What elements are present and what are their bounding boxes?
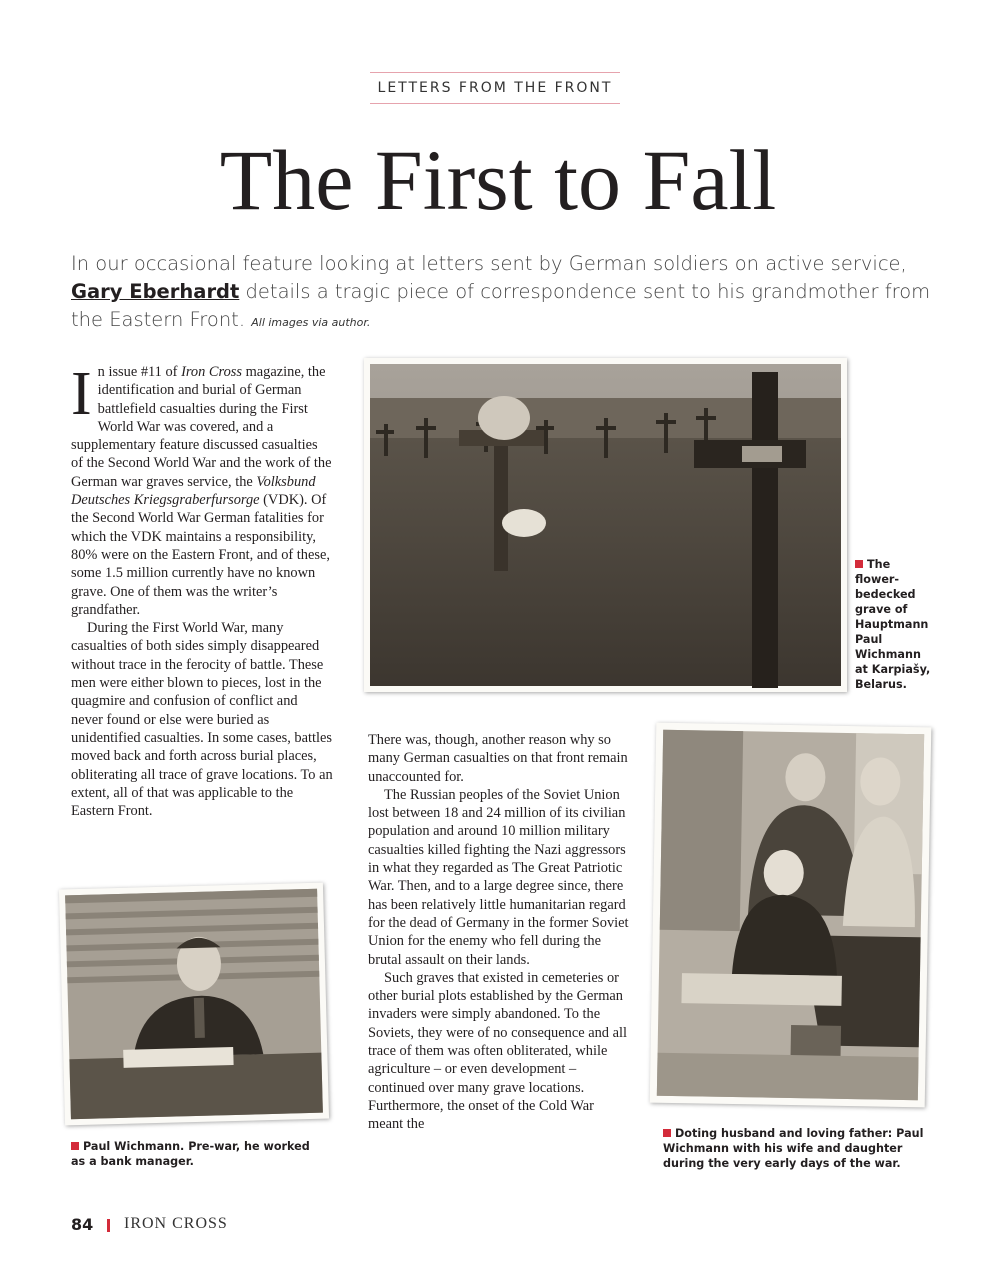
portrait-photo [59,883,329,1126]
grave-photo-image [364,358,847,692]
family-caption [663,1126,928,1171]
organisation-name: Volksbund Deutsches Kriegsgraberfursorge [71,473,316,509]
paragraph-4: The Russian peoples of the Soviet Union lost between 18 and 24 million of its civilian population and around 10 million military casualties killed fighting the Nazi aggressors in what they regarded as The Great Patriotic War. Then, and to a large degree since, there has been relatively little humanitarian regard for the dead of Germany in the former Soviet Union for the enemy who fell during the brutal assault on their lands. [368,786,629,968]
article-column-2 [368,731,632,1134]
footer-divider [107,1219,110,1232]
page-number: 84 [71,1215,94,1234]
drop-cap: I [71,360,92,428]
p1-text-a: n issue #11 of [97,364,182,380]
paragraph-5: Such graves that existed in cemeteries or other burial plots established by the German invaders were simply abandoned. To the Soviets, they were of no consequence and all trace of them was often obliterated, while agriculture – or even development – continued over many grave locations. Furthermore, the onset of the Cold War meant the [368,969,627,1133]
family-photo-image [650,723,932,1108]
magazine-name: Iron Cross [181,364,242,380]
author-name[interactable]: Gary Eberhardt [71,280,240,303]
image-credit: All images via author. [251,316,371,329]
portrait-photo-image [59,883,329,1126]
family-photo [650,723,932,1108]
family-caption-text: Doting husband and loving father: Paul Wichmann with his wife and daughter during the very early days of the war. [663,1127,924,1170]
paragraph-1 [71,360,333,619]
standfirst [71,250,931,337]
article-column-1 [71,360,333,820]
standfirst-intro: In our occasional feature looking at letters sent by German soldiers on active service, [71,252,907,275]
p1-text-b: magazine, the identification and burial of German battlefield casualties during the First World War was covered, and a supplementary feature discussed casualties of the Second World War and the work of the German war graves service, the [71,364,332,490]
paragraph-2: During the First World War, many casualties of both sides simply disappeared without trace in the ferocity of battle. These men were either blown to pieces, lost in the quagmire and confusion of conflict and never found or else were buried as unidentified casualties. In some cases, battles moved back and forth across burial places, obliterating all trace of grave locations. To an extent, all of that was applicable to the Eastern Front. [71,620,333,820]
paragraph-3: There was, though, another reason why so many German casualties on that front remain unaccounted for. [368,732,628,785]
section-label: LETTERS FROM THE FRONT [370,72,620,104]
standfirst-rest: details a tragic piece of correspondence sent to his grandmother from the Eastern Front. [71,280,931,331]
caption-bullet-icon [71,1142,79,1150]
grave-caption-text: The flower-bedecked grave of Hauptmann Paul Wichmann at Karpiašy, Belarus. [855,558,931,691]
article-title: The First to Fall [219,132,777,228]
caption-bullet-icon [663,1129,671,1137]
p1-text-c: (VDK). Of the Second World War German fatalities for which the VDK maintains a responsibility, 80% were on the Eastern Front, and of these, some 1.5 million currently have no known grave. One of them was the writer’s grandfather. [71,492,330,618]
grave-caption [855,557,935,692]
publication-name: IRON CROSS [124,1215,228,1232]
portrait-caption-text: Paul Wichmann. Pre-war, he worked as a bank manager. [71,1140,310,1168]
portrait-caption [71,1139,321,1169]
grave-photo [364,358,847,692]
caption-bullet-icon [855,560,863,568]
